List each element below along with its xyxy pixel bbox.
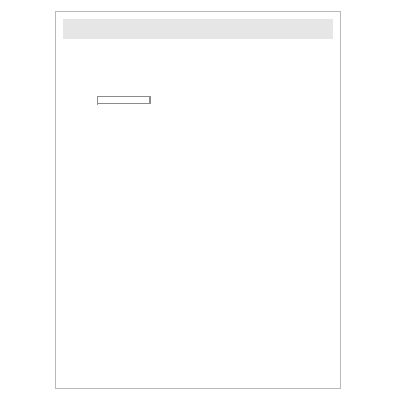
- size-chart-sheet: [55, 11, 341, 389]
- size-group-label: [150, 97, 151, 104]
- corner-label: [98, 97, 150, 104]
- title-bar: [63, 19, 333, 39]
- sizes-table: [97, 96, 151, 104]
